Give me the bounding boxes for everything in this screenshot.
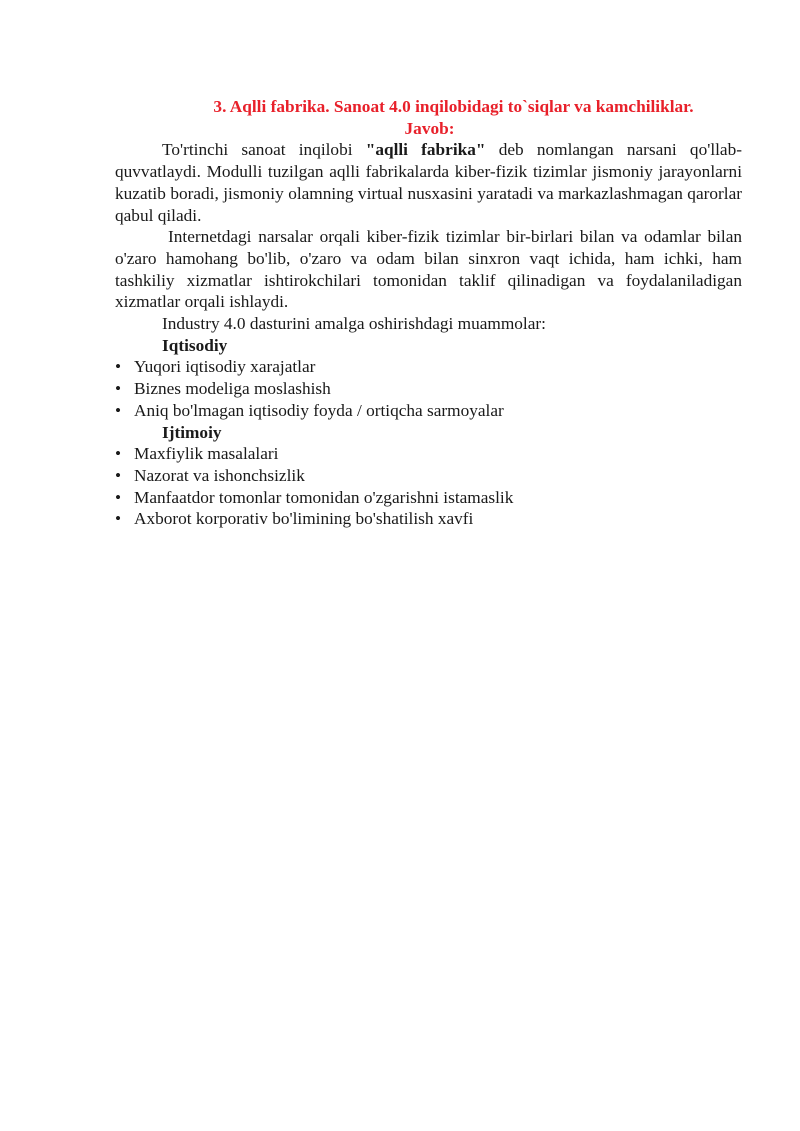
bullet-icon: • — [115, 509, 122, 529]
document-title: 3. Aqlli fabrika. Sanoat 4.0 inqilobidagi to`siqlar va kamchiliklar. — [213, 97, 694, 116]
list-item-text: Aniq bo'lmagan iqtisodiy foyda / ortiqcha sarmoyalar — [134, 400, 504, 420]
answer-label: Javob: — [404, 118, 455, 138]
paragraph-internet-of-things: Internetdagi narsalar orqali kiber-fizik tizimlar bir-birlari bilan va odamlar bilan o'zaro hamohang bo'lib, o'zaro va odam bilan sinxron vaqt ichida, ham ichki, ham tashkiliy xizmatlar ishtirokchilari tomonidan taklif qilinadigan va foydalaniladigan xizmatlar orqali ishlaydi. — [115, 227, 742, 312]
list-item — [115, 487, 742, 509]
smart-factory-term: "aqlli fabrika" — [365, 140, 486, 160]
economic-list — [115, 356, 742, 421]
list-item — [115, 356, 742, 378]
bullet-icon: • — [115, 444, 122, 464]
list-item — [115, 400, 742, 422]
list-item-text: Axborot korporativ bo'limining bo'shatilish xavfi — [134, 509, 474, 529]
section-heading-economic: Iqtisodiy — [162, 335, 228, 355]
list-item — [115, 508, 742, 530]
paragraph-challenges-intro: Industry 4.0 dasturini amalga oshirishdagi muammolar: — [162, 314, 546, 334]
bullet-icon: • — [115, 487, 122, 507]
document-page — [115, 96, 742, 530]
list-item-text: Manfaatdor tomonlar tomonidan o'zgarishni istamaslik — [134, 487, 514, 507]
list-item-text: Biznes modeliga moslashish — [134, 379, 331, 399]
list-item — [115, 378, 742, 400]
social-list — [115, 443, 742, 530]
bullet-icon: • — [115, 465, 122, 485]
list-item-text: Maxfiylik masalalari — [134, 444, 279, 464]
bullet-icon: • — [115, 400, 122, 420]
list-item — [115, 465, 742, 487]
paragraph-1-text-end: deb nomlangan narsani qo'llab-quvvatlaydi. Modulli tuzilgan aqlli fabrikalarda kiber-fizik tizimlar jismoniy jarayonlarni kuzatib boradi, jismoniy olamning virtual nusxasini yaratadi va markazlashmagan qarorlar qabul qiladi. — [115, 140, 742, 225]
section-heading-social: Ijtimoiy — [162, 422, 222, 442]
list-item-text: Nazorat va ishonchsizlik — [134, 465, 305, 485]
paragraph-1-text-start: To'rtinchi sanoat inqilobi — [162, 140, 366, 160]
bullet-icon: • — [115, 379, 122, 399]
paragraph-smart-factory — [115, 139, 742, 226]
list-item — [115, 443, 742, 465]
bullet-icon: • — [115, 357, 122, 377]
list-item-text: Yuqori iqtisodiy xarajatlar — [134, 357, 316, 377]
